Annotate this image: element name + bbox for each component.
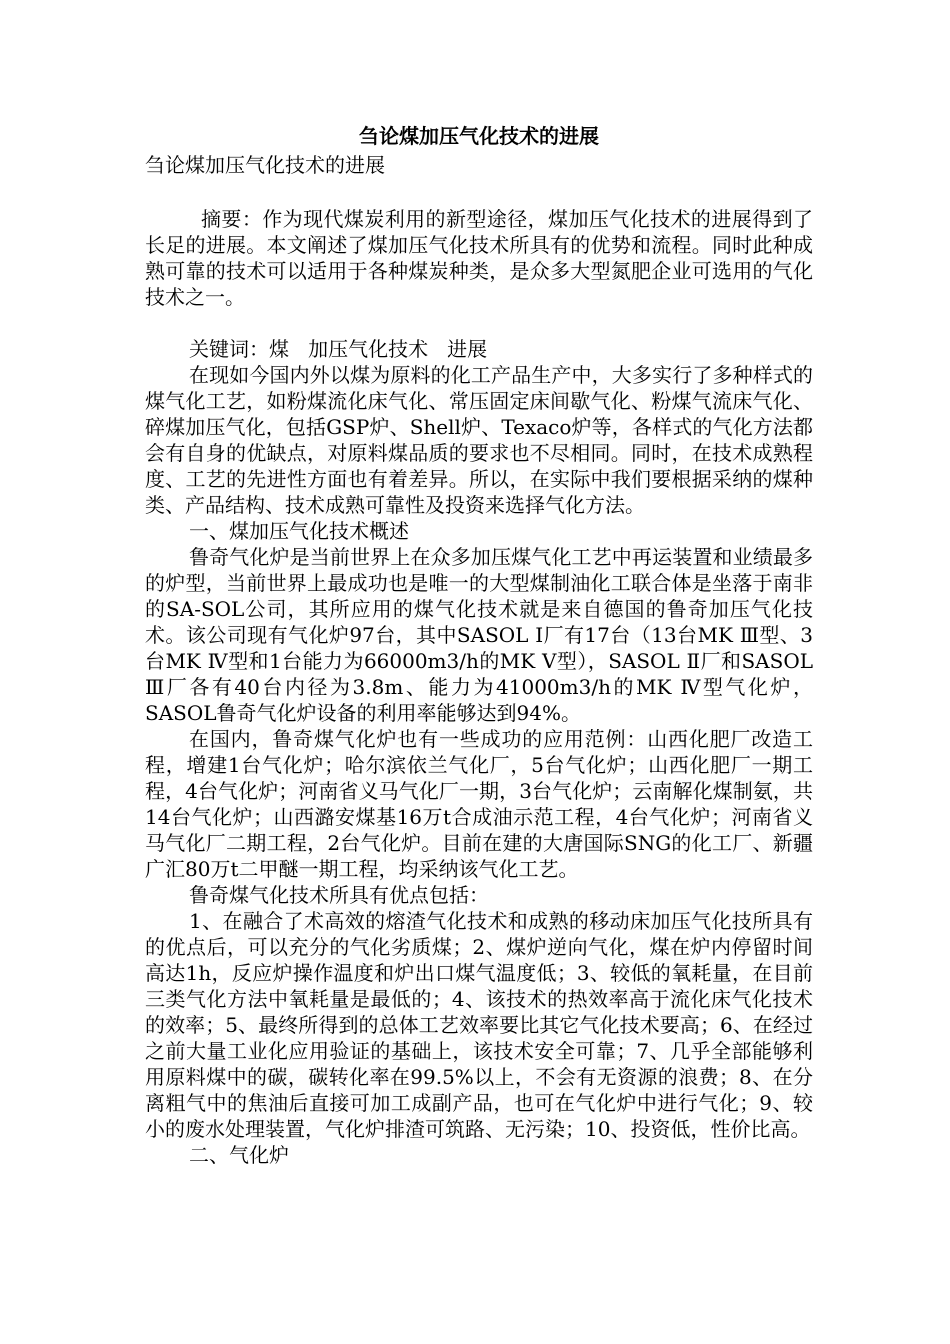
document-title: 刍论煤加压气化技术的进展 [359, 124, 599, 148]
abstract-paragraph: 摘要：作为现代煤炭利用的新型途径，煤加压气化技术的进展得到了长足的进展。本文阐述了煤加压气化技术所具有的优势和流程。同时此种成熟可靠的技术可以适用于各种煤炭种类，是众多大型氮肥企业可选用的气化技术之一。 [145, 207, 813, 309]
keywords-line: 关键词：煤 加压气化技术 进展 [189, 337, 488, 361]
section1-paragraph-2: 在国内，鲁奇煤气化炉也有一些成功的应用范例：山西化肥厂改造工程，增建1台气化炉；哈尔滨依兰气化厂，5台气化炉；山西化肥厂一期工程，4台气化炉；河南省义马气化厂一期，3台气化炉；云南解化煤制氨，共14台气化炉；山西潞安煤基16万t合成油示范工程，4台气化炉；河南省义马气化厂二期工程，2台气化炉。目前在建的大唐国际SNG的化工厂、新疆广汇80万t二甲醚一期工程，均采纳该气化工艺。 [145, 727, 813, 881]
document-subtitle: 刍论煤加压气化技术的进展 [145, 153, 385, 177]
section2-heading: 二、气化炉 [189, 1143, 289, 1167]
document-page [145, 120, 813, 1168]
section1-paragraph-4: 1、在融合了术高效的熔渣气化技术和成熟的移动床加压气化技所具有的优点后，可以充分的气化劣质煤；2、煤炉逆向气化，煤在炉内停留时间高达1h，反应炉操作温度和炉出口煤气温度低；3、较低的氧耗量，在目前三类气化方法中氧耗量是最低的；4、该技术的热效率高于流化床气化技术的效率；5、最终所得到的总体工艺效率要比其它气化技术要高；6、在经过之前大量工业化应用验证的基础上，该技术安全可靠；7、几乎全部能够利用原料煤中的碳，碳转化率在99.5%以上，不会有无资源的浪费；8、在分离粗气中的焦油后直接可加工成副产品，也可在气化炉中进行气化；9、较小的废水处理装置，气化炉排渣可筑路、无污染；10、投资低，性价比高。 [145, 909, 813, 1141]
section1-paragraph-3: 鲁奇煤气化技术所具有优点包括： [189, 883, 489, 907]
intro-paragraph: 在现如今国内外以煤为原料的化工产品生产中，大多实行了多种样式的煤气化工艺，如粉煤流化床气化、常压固定床间歇气化、粉煤气流床气化、碎煤加压气化，包括GSP炉、Shell炉、Texaco炉等，各样式的气化方法都会有自身的优缺点，对原料煤品质的要求也不尽相同。同时，在技术成熟程度、工艺的先进性方面也有着差异。所以，在实际中我们要根据采纳的煤种类、产品结构、技术成熟可靠性及投资来选择气化方法。 [145, 363, 813, 517]
section1-paragraph-1: 鲁奇气化炉是当前世界上在众多加压煤气化工艺中再运装置和业绩最多的炉型，当前世界上最成功也是唯一的大型煤制油化工联合体是坐落于南非的SA-SOL公司，其所应用的煤气化技术就是来自德国的鲁奇加压气化技术。该公司现有气化炉97台，其中SASOL Ⅰ厂有17台（13台MK Ⅲ型、3台MK Ⅳ型和1台能力为66000m3/h的MK Ⅴ型），SASOL Ⅱ厂和SASOL Ⅲ厂各有40台内径为3.8m、能力为41000m3/h的MK Ⅳ型气化炉，SASOL鲁奇气化炉设备的利用率能够达到94%。 [145, 545, 813, 725]
section1-heading: 一、煤加压气化技术概述 [189, 519, 409, 543]
